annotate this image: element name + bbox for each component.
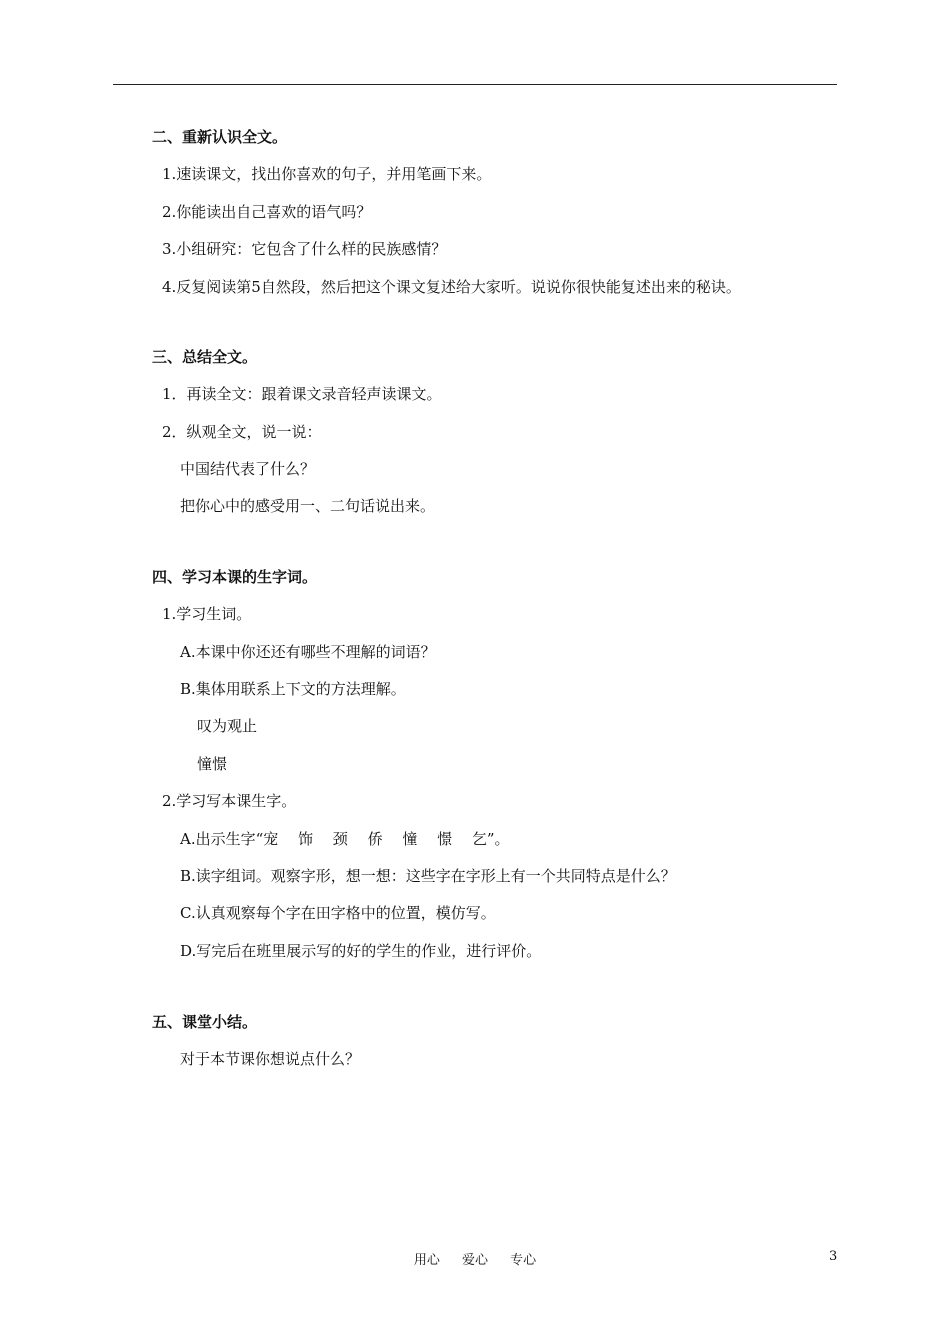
section-heading: 二、重新认识全文。 bbox=[152, 128, 288, 146]
footer-motto-word: 专心 bbox=[510, 1253, 537, 1268]
section-heading: 三、总结全文。 bbox=[152, 348, 258, 366]
footer-motto-word: 用心 bbox=[413, 1253, 440, 1268]
list-item: 2．纵观全文，说一说： bbox=[162, 423, 322, 441]
page-number: 3 bbox=[829, 1249, 838, 1264]
footer-motto bbox=[0, 1249, 950, 1268]
list-item: D.写完后在班里展示写的好的学生的作业，进行评价。 bbox=[180, 942, 542, 960]
list-item: A.本课中你还还有哪些不理解的词语？ bbox=[180, 643, 436, 661]
list-item: 3.小组研究：它包含了什么样的民族感情？ bbox=[162, 240, 447, 258]
list-item: 憧憬 bbox=[197, 755, 228, 773]
section-heading: 四、学习本课的生字词。 bbox=[152, 568, 318, 586]
list-item: C.认真观察每个字在田字格中的位置，模仿写。 bbox=[180, 904, 496, 922]
list-item: B.集体用联系上下文的方法理解。 bbox=[180, 680, 406, 698]
list-item: 对于本节课你想说点什么？ bbox=[180, 1050, 361, 1068]
list-item: 2.学习写本课生字。 bbox=[162, 792, 297, 810]
list-item: 2.你能读出自己喜欢的语气吗？ bbox=[162, 203, 372, 221]
list-item: 1.速读课文，找出你喜欢的句子，并用笔画下来。 bbox=[162, 165, 492, 183]
list-item: 1．再读全文：跟着课文录音轻声读课文。 bbox=[162, 385, 442, 403]
list-item: 叹为观止 bbox=[197, 717, 258, 735]
section-heading: 五、课堂小结。 bbox=[152, 1013, 258, 1031]
header-rule bbox=[113, 84, 837, 85]
list-item: 中国结代表了什么？ bbox=[180, 460, 316, 478]
list-item: 1.学习生词。 bbox=[162, 605, 252, 623]
list-item: 4.反复阅读第5自然段，然后把这个课文复述给大家听。说说你很快能复述出来的秘诀。 bbox=[162, 278, 741, 296]
footer-motto-word: 爱心 bbox=[461, 1253, 488, 1268]
list-item: 把你心中的感受用一、二句话说出来。 bbox=[180, 497, 436, 515]
list-item: A.出示生字“宠 饰 颈 侨 憧 憬 乞”。 bbox=[180, 830, 510, 848]
list-item: B.读字组词。观察字形，想一想：这些字在字形上有一个共同特点是什么？ bbox=[180, 867, 676, 885]
